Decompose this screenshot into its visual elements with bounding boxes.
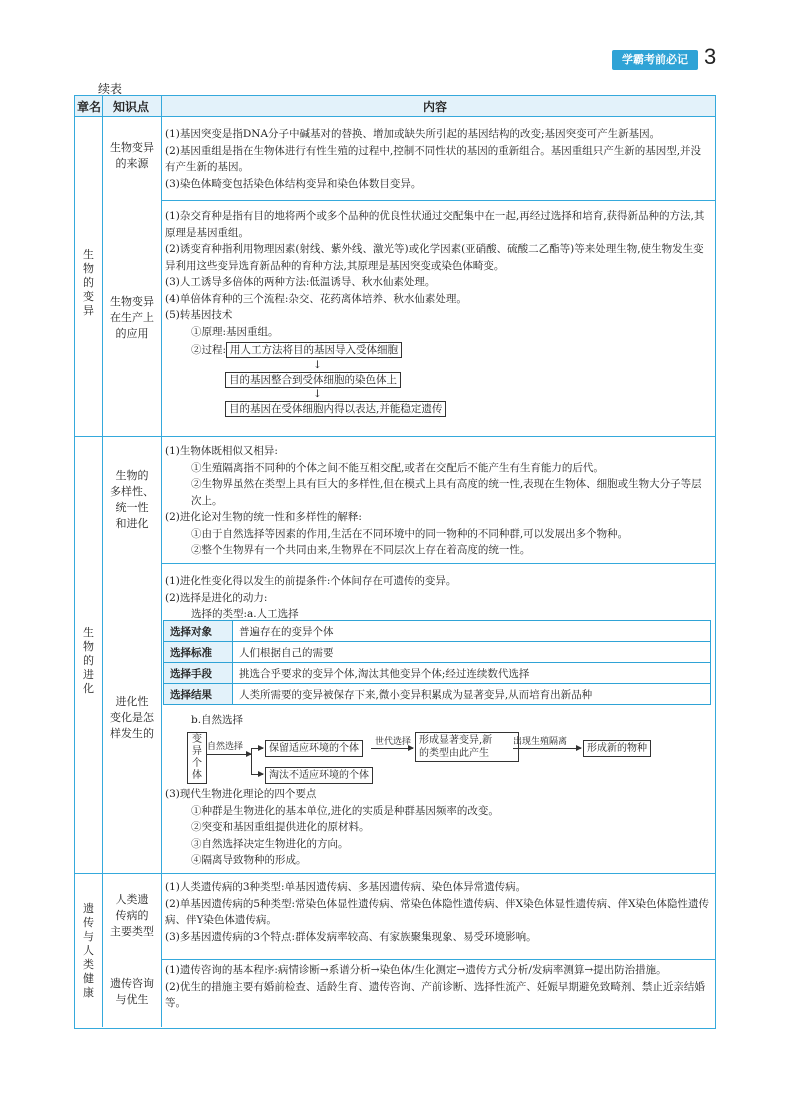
grid-line: [75, 873, 715, 874]
continued-label: 续表: [98, 82, 123, 96]
point-variation-application: 生物变异 在生产上 的应用: [110, 295, 154, 340]
chapter-heredity: 遗 传 与 人 类 健 康: [83, 902, 94, 999]
header-content: 内容: [423, 100, 448, 114]
arrow-adapt: [251, 748, 263, 749]
grid-line: [102, 96, 103, 1027]
table-row: 选择对象 普遍存在的变异个体: [164, 621, 711, 642]
label-natural-selection: 自然选择: [207, 742, 244, 752]
content-how-evolve: (1)进化性变化得以发生的前提条件:个体间存在可遗传的变异。 (2)选择是进化的动力: 选择的类型:a.人工选择: [165, 575, 457, 620]
arrow-eliminate: [251, 774, 263, 775]
artificial-selection-table: [163, 620, 711, 705]
new-species-box: 形成新的物种: [583, 740, 651, 757]
arrow-isolation: [513, 748, 581, 749]
grid-line: [161, 959, 715, 960]
down-arrow-2: ↓: [313, 388, 322, 400]
label-generations: 世代选择: [375, 737, 412, 747]
header-knowledge: 知识点: [113, 100, 150, 114]
table-row: 选择结果 人类所需要的变异被保存下来,微小变异积累成为显著变异,从而培育出新品种: [164, 684, 711, 705]
content-genetic-disease: (1)人类遗传病的3种类型:单基因遗传病、多基因遗传病、染色体异常遗传病。 (2)单基因遗传病的5种类型:常染色体显性遗传病、常染色体隐性遗传病、伴X染色体显性遗传病、伴X染色体隐性遗传病、伴Y染色体遗传病。 (3)多基因遗传病的3个特点:群体发病率较高、有家族聚集现象、易受环境影响。: [165, 881, 710, 943]
grid-line: [161, 96, 162, 1027]
point-counseling: 遗传咨询 与优生: [110, 977, 154, 1006]
content-variation-source: (1)基因突变是指DNA分子中碱基对的替换、增加或缺失所引起的基因结构的改变;基因突变可产生新基因。 (2)基因重组是指在生物体进行有性生殖的过程中,控制不同性状的基因的重新组合。基因重组只产生新的基因型,并没有产生新的基因。 (3)染色体畸变包括染色体结构变异和染色体数目变异。: [165, 128, 702, 190]
remarkable-variation-box: 形成显著变异,新 的类型由此产生: [415, 732, 519, 762]
down-arrow-1: ↓: [313, 358, 322, 371]
grid-line: [161, 563, 715, 564]
knowledge-table: [74, 95, 716, 1029]
point-how-evolve: 进化性 变化是怎 样发生的: [110, 695, 154, 740]
grid-line: [161, 200, 715, 201]
content-diversity: (1)生物体既相似又相异: ①生殖隔离指不同种的个体之间不能互相交配,或者在交配后不能产生有生育能力的后代。 ②生物界虽然在类型上具有巨大的多样性,但在模式上具有高度的统一性,表现在生物体、细胞或生物大分子等层次上。 (2)进化论对生物的统一性和多样性的解释: ①由于自然选择等因素的作用,生活在不同环境中的同一物种的不同种群,可以发展出多个物种。 ②整个生物界有一个共同由来,生物界在不同层次上存在着高度的统一性。: [165, 445, 702, 556]
content-modern-theory: (3)现代生物进化理论的四个要点 ①种群是生物进化的基本单位,进化的实质是种群基因频率的改变。 ②突变和基因重组提供进化的原材料。 ③自然选择决定生物进化的方向。 ④隔离导致物种的形成。: [165, 788, 499, 866]
content-variation-application: (1)杂交育种是指有目的地将两个或多个品种的优良性状通过交配集中在一起,再经过选择和培育,获得新品种的方法,其原理是基因重组。 (2)诱变育种指利用物理因素(射线、紫外线、激光等)或化学因素(亚硝酸、硫酸二乙酯等)等来处理生物,使生物发生变异利用这些变异选育新品种的育种方法,其原理是基因突变或染色体畸变。 (3)人工诱导多倍体的两种方法:低温诱导、秋水仙素处理。 (4)单倍体育种的三个流程:杂交、花药离体培养、秋水仙素处理。 (5)转基因技术 ①原理:基因重组。 ②过程: 用人工方法将目的基因导入受体细胞 ↓ 目的基因整合到受体细胞的染色体上 ↓ 目的基因在受体细胞内得以表达,并能稳定遗传: [165, 208, 710, 418]
table-header: [75, 96, 715, 117]
chapter-variation: 生 物 的 变 异: [83, 248, 94, 317]
natural-selection-title: b.自然选择: [191, 714, 244, 726]
header-chapter: 章名: [77, 100, 102, 114]
point-variation-source: 生物变异 的来源: [110, 141, 154, 170]
content-counseling: (1)遗传咨询的基本程序:病情诊断→系谱分析→染色体/生化测定→遗传方式分析/发病率测算→提出防治措施。 (2)优生的措施主要有婚前检查、适龄生育、遗传咨询、产前诊断、选择性流产、妊娠早期避免致畸剂、禁止近亲结婚等。: [165, 964, 705, 1009]
chapter-evolution: 生 物 的 进 化: [83, 626, 94, 695]
point-diversity: 生物的 多样性、 统一性 和进化: [110, 469, 154, 530]
eliminate-box: 淘汰不适应环境的个体: [265, 767, 373, 784]
gene-step-2: 目的基因整合到受体细胞的染色体上: [225, 372, 401, 388]
label-isolation: 出现生殖隔离: [513, 737, 568, 747]
table-row: 选择标准 人们根据自己的需要: [164, 642, 711, 663]
grid-line: [75, 436, 715, 437]
arrow-natural: [206, 754, 251, 755]
arrow-generations: [371, 748, 413, 749]
adapt-box: 保留适应环境的个体: [265, 740, 363, 757]
table-row: 选择手段 挑选合乎要求的变异个体,淘汰其他变异个体;经过连续数代选择: [164, 663, 711, 684]
gene-step-3: 目的基因在受体细胞内得以表达,并能稳定遗传: [225, 401, 446, 417]
gene-step-1: 用人工方法将目的基因导入受体细胞: [226, 342, 402, 358]
variant-box: 变 异 个 体: [187, 732, 207, 784]
page-number: 3: [704, 44, 717, 69]
point-genetic-disease: 人类遗 传病的 主要类型: [110, 893, 154, 938]
section-badge: 学霸考前必记: [612, 50, 698, 70]
